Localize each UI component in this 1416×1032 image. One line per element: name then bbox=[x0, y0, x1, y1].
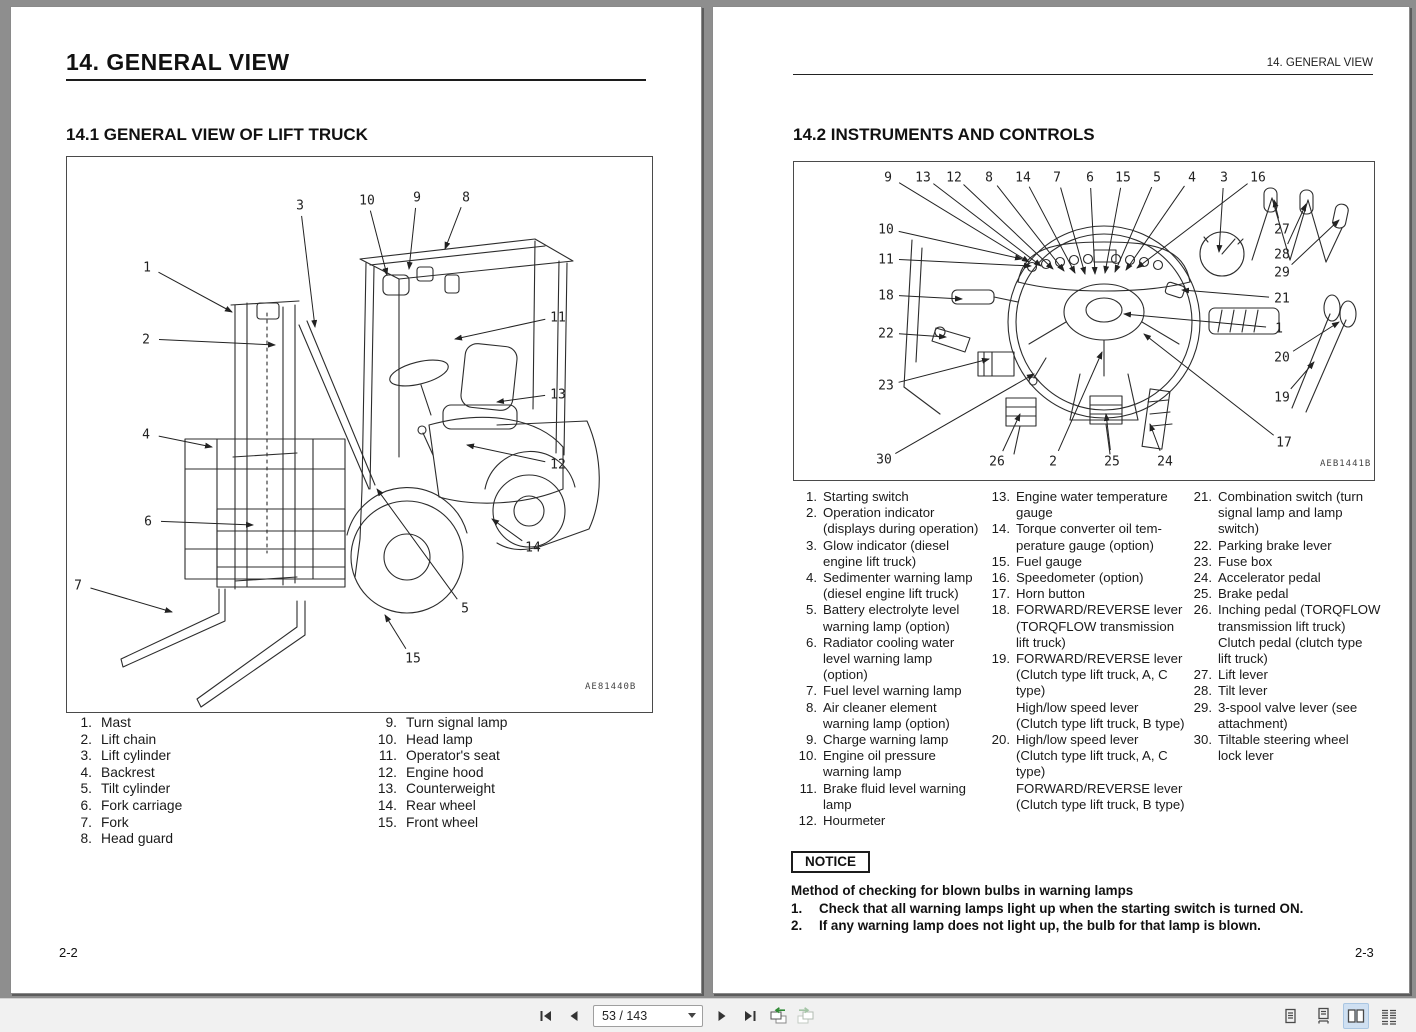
callout-number: 5 bbox=[461, 601, 469, 617]
list-item: 4. Backrest bbox=[80, 764, 155, 780]
list-item: 6. Fork carriage bbox=[80, 797, 183, 813]
callout-arrow bbox=[1029, 187, 1075, 273]
list-item: 11. Brake fluid level warning lamp bbox=[799, 780, 966, 812]
list-item: 7. Fork bbox=[80, 814, 129, 830]
two-page-scroll-icon bbox=[1379, 1007, 1399, 1025]
callout-arrow bbox=[899, 359, 989, 382]
callout-arrow bbox=[467, 445, 545, 462]
page-display-tools bbox=[1277, 999, 1402, 1032]
callout-arrow bbox=[161, 521, 253, 525]
callout-number: 2 bbox=[1049, 454, 1057, 470]
page-number-right: 2-3 bbox=[1355, 945, 1374, 960]
list-item: 6. Radiator cooling water level warning lamp (option) bbox=[806, 634, 955, 683]
callout-number: 3 bbox=[1220, 170, 1228, 186]
page-number-value: 53 / 143 bbox=[602, 1008, 648, 1023]
title-rule bbox=[66, 79, 646, 81]
first-page-button[interactable] bbox=[533, 1003, 559, 1029]
list-item: 28. Tilt lever bbox=[1193, 683, 1268, 699]
callout-number: 3 bbox=[296, 198, 304, 214]
lift-truck-figure bbox=[66, 156, 653, 713]
list-item: 15. Front wheel bbox=[377, 814, 479, 830]
list-item: 13. Counterweight bbox=[377, 781, 495, 797]
callout-number: 7 bbox=[1053, 170, 1061, 186]
callout-arrow bbox=[899, 231, 1022, 259]
callout-arrow bbox=[497, 395, 545, 402]
callout-number: 11 bbox=[878, 252, 894, 268]
callout-arrow bbox=[899, 183, 1029, 262]
list-item: 3. Glow indicator (diesel engine lift truck) bbox=[806, 537, 950, 569]
previous-page-icon bbox=[565, 1007, 583, 1025]
callout-number: 28 bbox=[1274, 247, 1290, 263]
last-page-button[interactable] bbox=[737, 1003, 763, 1029]
callout-arrow bbox=[377, 489, 457, 599]
list-item: 1. Starting switch bbox=[806, 489, 909, 504]
list-item: 30. Tiltable steering wheel lock lever bbox=[1193, 732, 1349, 764]
header-rule bbox=[793, 74, 1373, 75]
callout-number: 4 bbox=[1188, 170, 1196, 186]
list-item: 5. Tilt cylinder bbox=[80, 781, 171, 797]
viewer-toolbar bbox=[0, 998, 1416, 1032]
list-item: 2. Operation indicator (displays during operation) bbox=[806, 505, 979, 537]
list-item: 12. Hourmeter bbox=[798, 813, 886, 829]
two-page-scroll-view-button[interactable] bbox=[1376, 1003, 1402, 1029]
callout-number: 17 bbox=[1276, 435, 1292, 451]
callout-number: 6 bbox=[144, 514, 152, 530]
callout-arrow bbox=[158, 272, 232, 312]
running-header: 14. GENERAL VIEW bbox=[1266, 57, 1373, 69]
list-item: 9. Turn signal lamp bbox=[385, 715, 508, 730]
list-item: 20. High/low speed lever (Clutch type lift truck, A, C type) FORWARD/REVERSE lever (Clutch type lift truck, B type) bbox=[991, 732, 1185, 812]
callout-number: 14 bbox=[1015, 170, 1031, 186]
list-item: 11. Operator's seat bbox=[378, 748, 500, 764]
callout-arrow bbox=[90, 588, 172, 612]
parts-column-1 bbox=[66, 715, 182, 848]
callout-arrow bbox=[1293, 322, 1339, 351]
notice-badge: NOTICE bbox=[791, 851, 870, 873]
previous-view-button[interactable] bbox=[765, 1003, 791, 1029]
callout-arrow bbox=[1137, 184, 1248, 268]
callout-arrow bbox=[899, 260, 1031, 266]
next-page-button[interactable] bbox=[709, 1003, 735, 1029]
callout-arrow bbox=[385, 615, 406, 649]
section-title-14-2: 14.2 INSTRUMENTS AND CONTROLS bbox=[793, 125, 1095, 144]
page-number-left: 2-2 bbox=[59, 945, 78, 960]
callout-arrow bbox=[1150, 424, 1160, 451]
callout-number: 15 bbox=[1115, 170, 1131, 186]
callout-number: 29 bbox=[1274, 265, 1290, 281]
controls-column-2 bbox=[986, 489, 1186, 813]
callout-number: 1 bbox=[1275, 321, 1283, 337]
callout-number: 13 bbox=[550, 387, 566, 403]
callout-number: 7 bbox=[74, 578, 82, 594]
list-item: 5. Battery electrolyte level warning lamp (option) bbox=[806, 602, 960, 634]
instruments-drawing bbox=[794, 162, 1374, 480]
callout-arrow bbox=[1091, 188, 1095, 274]
next-view-button[interactable] bbox=[793, 1003, 819, 1029]
continuous-scroll-icon bbox=[1314, 1007, 1332, 1025]
callout-arrow bbox=[445, 207, 461, 249]
notice-items bbox=[791, 901, 1303, 934]
page-number-input[interactable] bbox=[593, 1005, 703, 1027]
notice-heading: Method of checking for blown bulbs in warning lamps bbox=[791, 883, 1134, 898]
list-item: 18. FORWARD/REVERSE lever (TORQFLOW transmission lift truck) bbox=[991, 602, 1183, 650]
list-item: 10. Engine oil pressure warning lamp bbox=[798, 748, 936, 780]
callout-number: 20 bbox=[1274, 350, 1290, 366]
single-page-view-button[interactable] bbox=[1277, 1003, 1303, 1029]
list-item: 22. Parking brake lever bbox=[1193, 537, 1332, 553]
list-item: 21. Combination switch (turn signal lamp and lamp switch) bbox=[1193, 489, 1364, 537]
callout-arrow bbox=[1105, 188, 1121, 273]
callout-number: 26 bbox=[989, 454, 1005, 470]
callout-arrow bbox=[455, 319, 545, 339]
list-item: 8. Air cleaner element warning lamp (option) bbox=[806, 699, 950, 731]
callout-number: 9 bbox=[413, 190, 421, 206]
callout-number: 9 bbox=[884, 170, 892, 186]
chapter-title: 14. GENERAL VIEW bbox=[66, 49, 290, 75]
callout-number: 22 bbox=[878, 326, 894, 342]
callout-arrow bbox=[1182, 290, 1269, 297]
list-item: 10. Head lamp bbox=[377, 731, 473, 747]
list-item: 17. Horn button bbox=[991, 586, 1085, 602]
callout-arrow bbox=[899, 334, 946, 337]
two-page-view-button[interactable] bbox=[1343, 1003, 1369, 1029]
callout-arrow bbox=[1003, 414, 1020, 451]
callout-number: 10 bbox=[359, 193, 375, 209]
callout-number: 11 bbox=[550, 310, 566, 326]
callout-arrow bbox=[1219, 188, 1223, 252]
list-item: 16. Speedometer (option) bbox=[991, 570, 1144, 586]
callout-number: 23 bbox=[878, 378, 894, 394]
callout-number: 25 bbox=[1104, 454, 1120, 470]
callout-number: 24 bbox=[1157, 454, 1173, 470]
controls-column-1 bbox=[793, 489, 993, 829]
list-item: 9. Charge warning lamp bbox=[806, 732, 949, 748]
list-item: 27. Lift lever bbox=[1193, 667, 1268, 683]
callout-number: 27 bbox=[1274, 222, 1290, 238]
list-item: 26. Inching pedal (TORQFLOW transmission lift truck) Clutch pedal (clutch type lift truck) bbox=[1193, 602, 1381, 667]
callout-number: 16 bbox=[1250, 170, 1266, 186]
next-page-icon bbox=[713, 1007, 731, 1025]
list-item: 25. Brake pedal bbox=[1193, 586, 1289, 602]
callout-number: 2 bbox=[142, 332, 150, 348]
callout-arrow bbox=[492, 519, 522, 541]
list-item: 2. If any warning lamp does not light up, the bulb for that lamp is blown. bbox=[791, 917, 1261, 933]
figure-code-left: AE81440B bbox=[585, 682, 637, 692]
list-item: 1. Check that all warning lamps light up when the starting switch is turned ON. bbox=[791, 901, 1304, 916]
callout-arrow bbox=[1144, 334, 1274, 435]
list-item: 15. Fuel gauge bbox=[991, 553, 1082, 569]
list-item: 12. Engine hood bbox=[377, 764, 484, 780]
section-title-14-1: 14.1 GENERAL VIEW OF LIFT TRUCK bbox=[66, 125, 368, 144]
callout-arrow bbox=[1291, 362, 1314, 389]
controls-column-3 bbox=[1188, 489, 1388, 764]
callout-arrow bbox=[895, 374, 1034, 454]
callout-arrow bbox=[933, 184, 1041, 266]
list-item: 8. Head guard bbox=[80, 831, 174, 847]
list-item: 4. Sedimenter warning lamp (diesel engine lift truck) bbox=[806, 570, 973, 602]
callout-number: 5 bbox=[1153, 170, 1161, 186]
callout-number: 13 bbox=[915, 170, 931, 186]
first-page-icon bbox=[537, 1007, 555, 1025]
callout-number: 12 bbox=[946, 170, 962, 186]
callout-number: 6 bbox=[1086, 170, 1094, 186]
callout-number: 12 bbox=[550, 457, 566, 473]
list-item: 19. FORWARD/REVERSE lever (Clutch type lift truck, A, C type) High/low speed lever (Clutch type lift truck, B type) bbox=[991, 651, 1185, 731]
last-page-icon bbox=[741, 1007, 759, 1025]
callout-number: 10 bbox=[878, 222, 894, 238]
instruments-figure bbox=[793, 161, 1375, 481]
chevron-down-icon bbox=[688, 1013, 696, 1018]
callout-arrow bbox=[1058, 352, 1102, 451]
callout-number: 8 bbox=[462, 190, 470, 206]
list-item: 3. Lift cylinder bbox=[80, 748, 171, 764]
list-item: 7. Fuel level warning lamp bbox=[806, 683, 962, 699]
list-item: 14. Rear wheel bbox=[377, 797, 476, 813]
previous-view-icon bbox=[768, 1007, 788, 1025]
list-item: 24. Accelerator pedal bbox=[1193, 570, 1321, 586]
parts-column-2 bbox=[371, 715, 507, 831]
lift-truck-drawing bbox=[67, 157, 652, 712]
callout-number: 30 bbox=[876, 452, 892, 468]
callout-number: 4 bbox=[142, 427, 150, 443]
callout-number: 1 bbox=[143, 260, 151, 276]
callout-arrow bbox=[159, 340, 275, 345]
continuous-scroll-view-button[interactable] bbox=[1310, 1003, 1336, 1029]
next-view-icon bbox=[796, 1007, 816, 1025]
manual-page-left bbox=[10, 6, 702, 994]
list-item: 2. Lift chain bbox=[80, 731, 157, 747]
callout-number: 15 bbox=[405, 651, 421, 667]
callout-number: 8 bbox=[985, 170, 993, 186]
list-item: 29. 3-spool valve lever (see attachment) bbox=[1193, 699, 1358, 731]
two-page-view-icon bbox=[1346, 1007, 1366, 1025]
figure-code-right: AEB1441B bbox=[1320, 459, 1372, 469]
list-item: 23. Fuse box bbox=[1193, 553, 1273, 569]
callout-number: 19 bbox=[1274, 390, 1290, 406]
list-item: 14. Torque converter oil tem- perature gauge (option) bbox=[991, 521, 1162, 553]
list-item: 1. Mast bbox=[80, 715, 131, 730]
previous-page-button[interactable] bbox=[561, 1003, 587, 1029]
list-item: 13. Engine water temperature gauge bbox=[991, 489, 1168, 521]
forklift-line-art bbox=[121, 239, 599, 707]
page-navigation bbox=[533, 999, 819, 1032]
single-page-icon bbox=[1281, 1007, 1299, 1025]
callout-number: 14 bbox=[525, 540, 541, 556]
callout-arrow bbox=[302, 216, 315, 327]
callout-number: 21 bbox=[1274, 291, 1290, 307]
manual-page-right bbox=[712, 6, 1410, 994]
callout-number: 18 bbox=[878, 288, 894, 304]
